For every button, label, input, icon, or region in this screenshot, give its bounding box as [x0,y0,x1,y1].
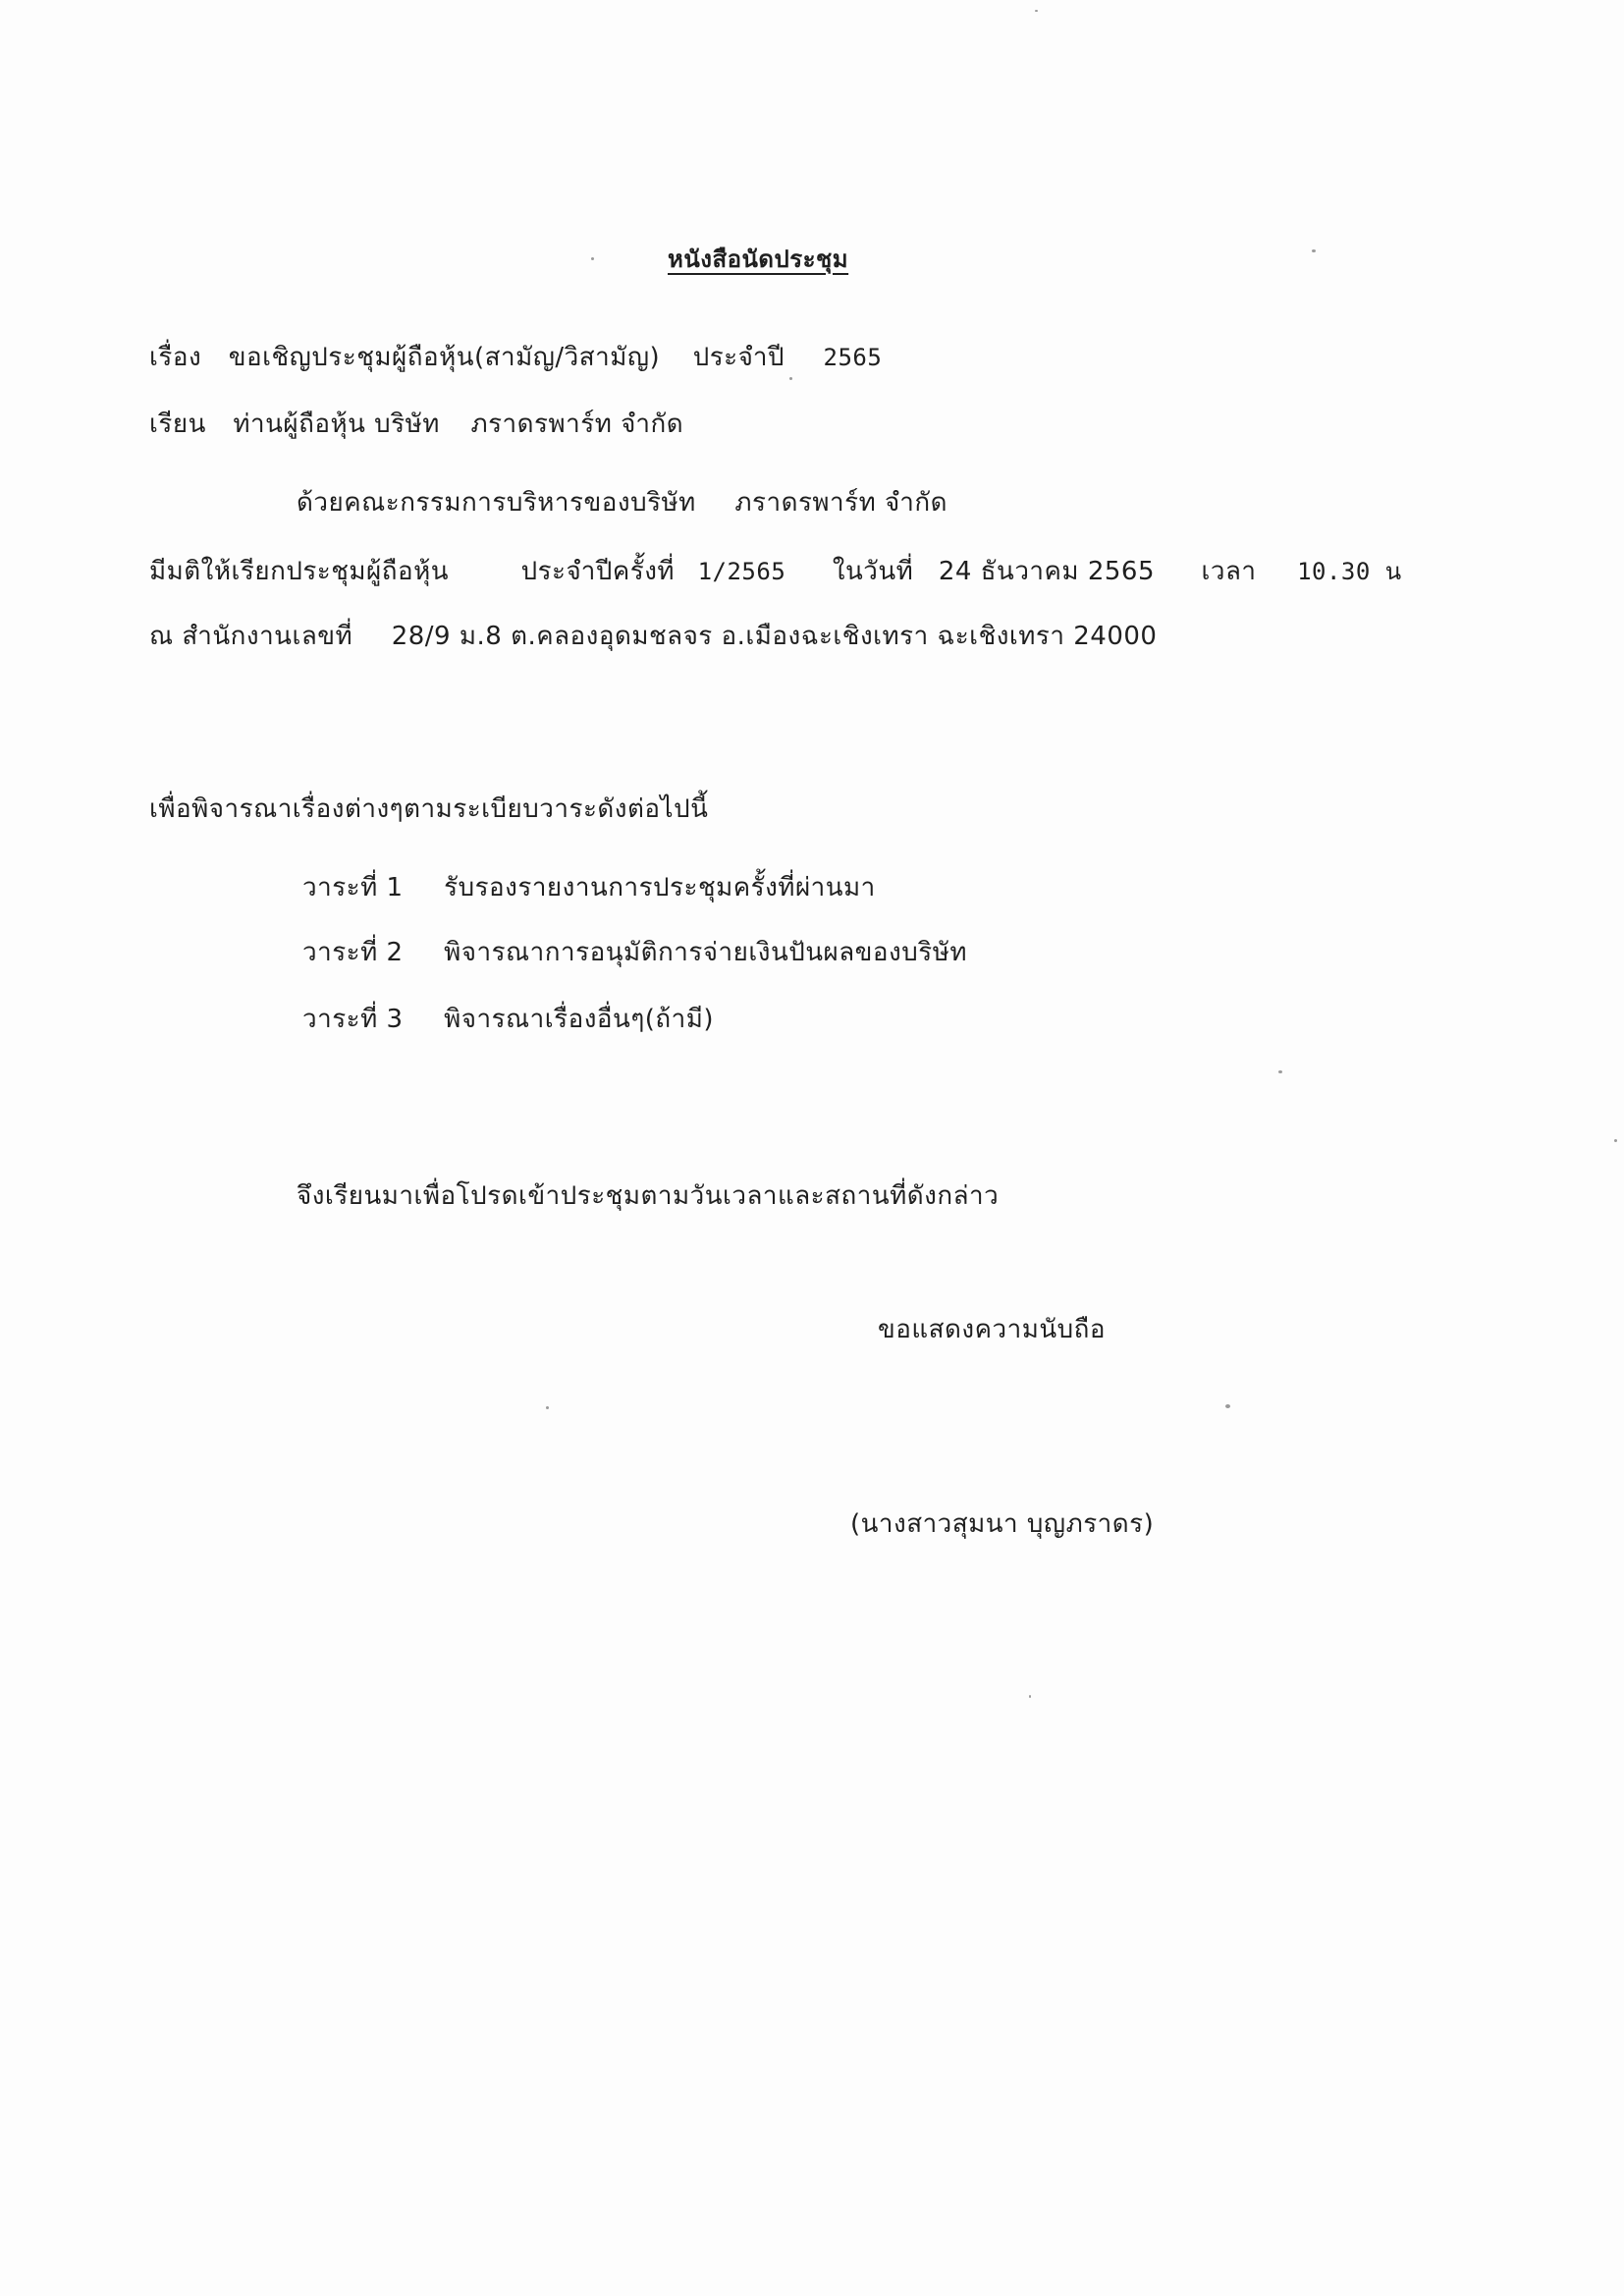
agenda-item [302,1002,714,1037]
scan-speck [591,257,594,260]
subject-annual-label: ประจำปี [692,343,785,372]
agenda-item-text: พิจารณาการอนุมัติการจ่ายเงินปันผลของบริษัท [444,938,967,967]
addressee-label: เรียน [149,410,206,439]
meeting-label: ประจำปีครั้งที่ [520,557,676,586]
agenda-item-label: วาระที่ 3 [302,1005,404,1034]
body-line-1 [297,485,947,520]
regards-text: ขอแสดงความนับถือ [878,1315,1106,1344]
agenda-item-text: รับรองรายงานการประชุมครั้งที่ผ่านมา [444,873,876,902]
subject-text: ขอเชิญประชุมผู้ถือหุ้น(สามัญ/วิสามัญ) [228,343,661,372]
scan-speck [1225,1404,1230,1408]
board-company: ภราดรพาร์ท จำกัด [734,488,947,518]
scan-speck [1035,10,1038,12]
agenda-intro: เพื่อพิจารณาเรื่องต่างๆตามระเบียบวาระดังต่อไปนี้ [149,794,709,824]
agenda-item-label: วาระที่ 2 [302,938,404,967]
scan-speck [789,377,792,380]
scan-speck [1614,1139,1617,1142]
body-line-3 [149,619,1157,654]
time-label: เวลา [1201,557,1257,586]
meeting-date: 24 ธันวาคม 2565 [938,557,1155,586]
document-title: หนังสือนัดประชุม [668,246,849,273]
signatory-name: (นางสาวสุมนา บุญภราดร) [850,1509,1155,1539]
meeting-number: 1/2565 [697,558,786,585]
subject-label: เรื่อง [149,343,202,372]
meeting-time: 10.30 น [1297,558,1402,585]
subject-year: 2565 [823,344,883,371]
resolution-text: มีมติให้เรียกประชุมผู้ถือหุ้น [149,557,450,586]
agenda-item [302,870,876,905]
addressee-line [149,407,683,442]
meeting-address: 28/9 ม.8 ต.คลองอุดมชลจร อ.เมืองฉะเชิงเทรา ฉะเชิงเทรา 24000 [391,622,1158,651]
date-label: ในวันที่ [832,557,914,586]
body-line-2 [149,554,1402,589]
address-label: ณ สำนักงานเลขที่ [149,622,353,651]
agenda-item [302,935,967,970]
scan-speck [1029,1695,1031,1698]
scan-speck [1312,249,1316,252]
board-text: ด้วยคณะกรรมการบริหารของบริษัท [297,488,696,518]
addressee-text: ท่านผู้ถือหุ้น บริษัท [233,410,440,439]
agenda-item-label: วาระที่ 1 [302,873,404,902]
agenda-item-text: พิจารณาเรื่องอื่นๆ(ถ้ามี) [444,1005,715,1034]
scan-speck [1278,1070,1282,1073]
closing-text: จึงเรียนมาเพื่อโปรดเข้าประชุมตามวันเวลาและสถานที่ดังกล่าว [297,1181,1000,1211]
subject-line [149,340,882,375]
addressee-company: ภราดรพาร์ท จำกัด [470,410,684,439]
scan-speck [546,1406,549,1409]
